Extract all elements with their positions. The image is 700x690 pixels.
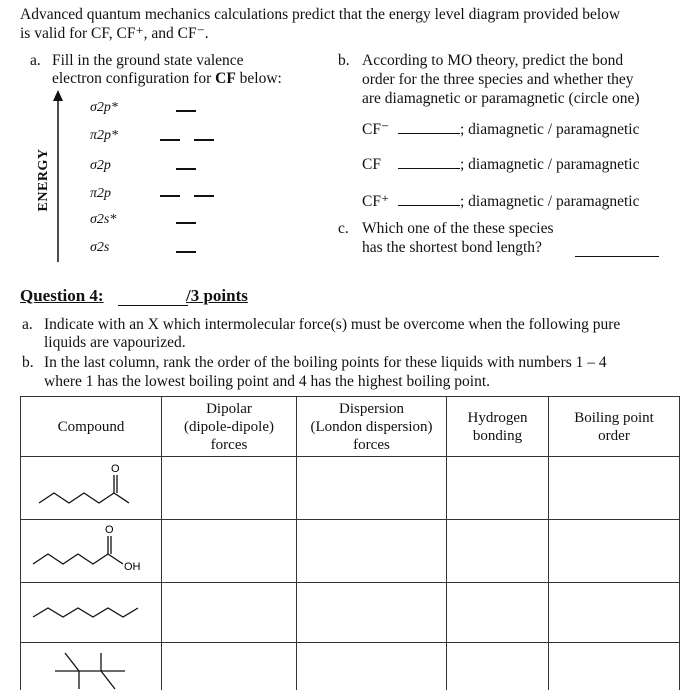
header-hydrogen-bonding (447, 397, 549, 457)
orbital-level-pi2p-1[interactable] (160, 195, 180, 197)
orbital-level-pi2p-star-1[interactable] (160, 139, 180, 141)
alkane-structure-icon (21, 583, 161, 637)
part-a-species-bold: CF (215, 70, 236, 87)
magnetism-choice[interactable]: ; diamagnetic / paramagnetic (460, 193, 640, 210)
part-b-letter: b. (338, 52, 350, 69)
carboxylic-acid-structure-icon (21, 520, 161, 577)
orbital-label-pi2p-star: π2p* (90, 128, 119, 143)
header-compound-label: Compound (57, 418, 125, 435)
q4-a-letter: a. (22, 316, 33, 333)
part-a-line-2-suffix: below: (235, 70, 282, 87)
part-a-line-2 (52, 70, 282, 88)
q4-a-line-2: liquids are vapourized. (44, 334, 186, 351)
species-row-cf (362, 156, 639, 174)
cell-dipolar[interactable] (162, 583, 297, 643)
part-c-line-1: Which one of the these species (362, 220, 554, 237)
branched-alkane-structure-icon (21, 643, 161, 690)
intro-line-2: is valid for CF, CF⁺, and CF⁻. (20, 25, 209, 42)
orbital-level-sigma2p-star[interactable] (176, 110, 196, 112)
part-b-line-1: According to MO theory, predict the bond (362, 52, 624, 69)
ketone-structure-icon (21, 457, 161, 514)
header-dipolar (162, 397, 297, 457)
cell-dispersion[interactable] (297, 583, 447, 643)
cell-dipolar[interactable] (162, 457, 297, 520)
cell-dipolar[interactable] (162, 520, 297, 583)
q4-b-line-2: where 1 has the lowest boiling point and 4 has the highest boiling point. (44, 373, 490, 390)
question-4-title: Question 4: (20, 286, 104, 305)
species-name: CF (362, 156, 381, 173)
species-name: CF⁻ (362, 121, 390, 138)
cell-dispersion[interactable] (297, 643, 447, 690)
cell-hydrogen-bonding[interactable] (447, 643, 549, 690)
header-dispersion-line-1: Dispersion (339, 400, 404, 417)
header-dipolar-line-1: Dipolar (206, 400, 252, 417)
bond-order-blank-cf-plus[interactable] (398, 205, 460, 206)
species-row-cf-plus (362, 192, 639, 211)
intro-line-1: Advanced quantum mechanics calculations predict that the energy level diagram provided below (20, 6, 621, 23)
header-compound (21, 397, 162, 457)
part-c-line-2: has the shortest bond length? (362, 239, 542, 256)
header-dispersion-line-3: forces (353, 436, 390, 453)
acid-oxygen-label: O (105, 524, 114, 536)
score-blank[interactable] (118, 286, 188, 306)
compound-alkane-structure (21, 583, 162, 643)
compound-acid-structure (21, 520, 162, 583)
table-row (21, 457, 680, 520)
ketone-oxygen-label: O (111, 463, 120, 475)
magnetism-choice[interactable]: ; diamagnetic / paramagnetic (460, 156, 640, 173)
q4-b-letter: b. (22, 354, 34, 371)
compound-branched-alkane-structure (21, 643, 162, 690)
cell-dispersion[interactable] (297, 520, 447, 583)
header-dispersion-line-2: (London dispersion) (310, 418, 433, 435)
table-header-row (21, 397, 680, 457)
cell-hydrogen-bonding[interactable] (447, 583, 549, 643)
orbital-label-pi2p: π2p (90, 186, 112, 201)
header-dipolar-line-2: (dipole-dipole) (184, 418, 274, 435)
cell-boiling-point[interactable] (549, 520, 680, 583)
q4-b-line-1: In the last column, rank the order of the boiling points for these liquids with numbers 1 – 4 (44, 354, 607, 371)
question-4-points: /3 points (186, 286, 248, 305)
header-bp-line-1: Boiling point (574, 409, 654, 426)
magnetism-choice[interactable]: ; diamagnetic / paramagnetic (460, 121, 640, 138)
compound-ketone-structure (21, 457, 162, 520)
bond-order-blank-cf[interactable] (398, 168, 460, 169)
part-b-line-2: order for the three species and whether they (362, 71, 634, 88)
cell-boiling-point[interactable] (549, 457, 680, 520)
q4-a-line-1: Indicate with an X which intermolecular force(s) must be overcome when the following pure (44, 316, 621, 333)
energy-axis-label: ENERGY (36, 148, 51, 212)
header-dipolar-line-3: forces (210, 436, 248, 453)
intermolecular-forces-table (20, 396, 680, 690)
cell-boiling-point[interactable] (549, 643, 680, 690)
cell-boiling-point[interactable] (549, 583, 680, 643)
cell-dipolar[interactable] (162, 643, 297, 690)
orbital-level-sigma2s-star[interactable] (176, 222, 196, 224)
header-hbond-line-1: Hydrogen (467, 409, 528, 426)
orbital-label-sigma2s: σ2s (90, 240, 110, 255)
species-name: CF⁺ (362, 193, 390, 210)
cell-hydrogen-bonding[interactable] (447, 457, 549, 520)
orbital-level-pi2p-star-2[interactable] (194, 139, 214, 141)
header-dispersion (297, 397, 447, 457)
header-bp-line-2: order (598, 427, 630, 444)
part-a-line-1: Fill in the ground state valence (52, 52, 244, 69)
cell-hydrogen-bonding[interactable] (447, 520, 549, 583)
part-c-letter: c. (338, 220, 349, 237)
orbital-level-sigma2s[interactable] (176, 251, 196, 253)
table-row (21, 583, 680, 643)
orbital-level-pi2p-2[interactable] (194, 195, 214, 197)
part-a-letter: a. (30, 52, 41, 69)
header-boiling-point (549, 397, 680, 457)
header-hbond-line-2: bonding (472, 427, 523, 444)
orbital-level-sigma2p[interactable] (176, 168, 196, 170)
energy-arrow-icon (50, 90, 66, 265)
bond-order-blank-cf-minus[interactable] (398, 133, 460, 134)
orbital-label-sigma2s-star: σ2s* (90, 212, 117, 227)
part-a-line-2-prefix: electron configuration for (52, 70, 216, 87)
orbital-label-sigma2p-star: σ2p* (90, 100, 118, 115)
acid-hydroxyl-label: OH (124, 561, 141, 573)
orbital-label-sigma2p: σ2p (90, 158, 111, 173)
part-b-line-3: are diamagnetic or paramagnetic (circle one) (362, 90, 640, 107)
cell-dispersion[interactable] (297, 457, 447, 520)
species-row-cf-minus (362, 120, 639, 139)
shortest-bond-blank[interactable] (575, 256, 659, 257)
table-row (21, 643, 680, 690)
table-row (21, 520, 680, 583)
